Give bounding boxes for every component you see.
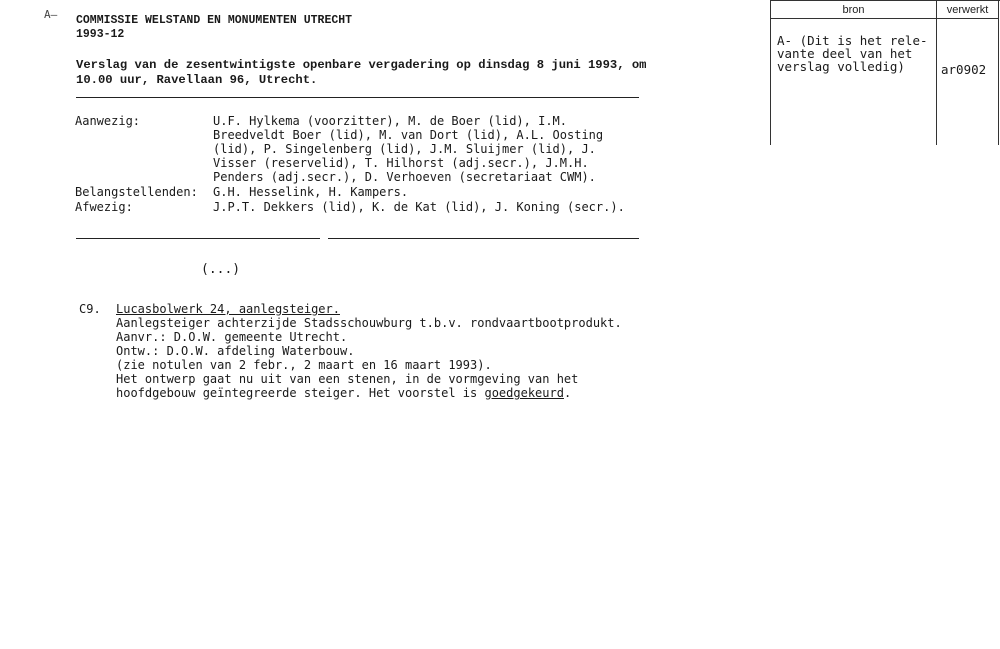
item-line: Het ontwerp gaat nu uit van een stenen, in de vormgeving van het (116, 372, 579, 386)
organisation-name: COMMISSIE WELSTAND EN MONUMENTEN UTRECHT (76, 14, 353, 27)
item-line: Aanvr.: D.O.W. gemeente Utrecht. (116, 330, 348, 344)
item-line: (zie notulen van 2 febr., 2 maart en 16 maart 1993). (116, 358, 492, 372)
present-line: Breedveldt Boer (lid), M. van Dort (lid), A.L. Oosting (213, 128, 604, 142)
stakeholders-label: Belangstellenden: (75, 185, 198, 199)
col-header-source: bron (842, 4, 865, 16)
table-column-divider (936, 0, 937, 145)
attendance-rule-right (328, 238, 639, 239)
omission-mark: (...) (201, 262, 241, 277)
conclusion-end: . (563, 386, 572, 400)
source-note-line: verslag volledig) (777, 59, 905, 74)
decision-result: goedgekeurd (484, 386, 564, 400)
table-top-border (770, 0, 1000, 1)
conclusion-text: hoofdgebouw geïntegreerde steiger. Het voorstel is (116, 386, 485, 400)
report-title-line-2: 10.00 uur, Ravellaan 96, Utrecht. (76, 73, 318, 87)
table-right-border (998, 0, 999, 145)
present-line: (lid), P. Singelenberg (lid), J.M. Sluijmer (lid), J. (213, 142, 596, 156)
item-heading: Lucasbolwerk 24, aanlegsteiger. (116, 302, 340, 316)
meeting-code: 1993-12 (76, 28, 125, 41)
present-label: Aanwezig: (75, 114, 141, 128)
item-conclusion (116, 386, 571, 400)
source-note-line: vante deel van het (777, 46, 913, 61)
present-line: U.F. Hylkema (voorzitter), M. de Boer (lid), I.M. (213, 114, 568, 128)
table-header-rule (770, 18, 999, 19)
present-line: Penders (adj.secr.), D. Verhoeven (secretariaat CWM). (213, 170, 596, 184)
attendance-rule-left (76, 238, 320, 239)
report-title-line-1: Verslag van de zesentwintigste openbare vergadering op dinsdag 8 juni 1993, om (76, 58, 647, 72)
table-left-border (770, 0, 771, 145)
item-number: C9. (79, 302, 101, 316)
item-line: Aanlegsteiger achterzijde Stadsschouwburg t.b.v. rondvaartbootprodukt. (116, 316, 622, 330)
absent-label: Afwezig: (75, 200, 133, 214)
processed-code: ar0902 (941, 62, 987, 77)
present-line: Visser (reservelid), T. Hilhorst (adj.secr.), J.M.H. (213, 156, 589, 170)
item-line: Ontw.: D.O.W. afdeling Waterbouw. (116, 344, 355, 358)
stakeholders-value: G.H. Hesselink, H. Kampers. (213, 185, 409, 199)
col-header-processed: verwerkt (946, 4, 989, 16)
absent-value: J.P.T. Dekkers (lid), K. de Kat (lid), J. Koning (secr.). (213, 200, 625, 214)
title-rule (76, 97, 639, 98)
source-note-line: A- (Dit is het rele- (777, 33, 928, 48)
margin-mark: A— (44, 8, 58, 21)
